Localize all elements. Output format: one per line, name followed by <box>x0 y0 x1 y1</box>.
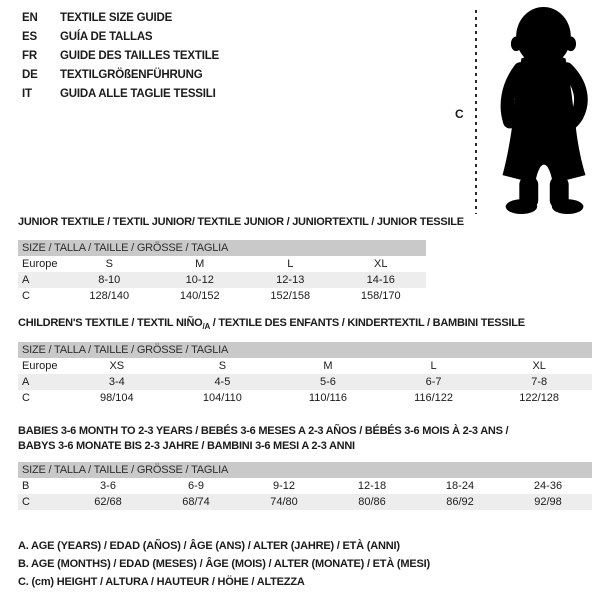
cell: 7-8 <box>531 376 548 388</box>
cell: 110/116 <box>308 392 348 404</box>
cell: 152/158 <box>270 290 311 302</box>
baby-silhouette-icon <box>488 6 600 214</box>
row-label: C <box>22 496 30 508</box>
row-label: Europe <box>22 360 58 372</box>
cell: 10-12 <box>185 274 214 286</box>
language-label: TEXTILE SIZE GUIDE <box>60 11 173 24</box>
cell: 8-10 <box>98 274 121 286</box>
language-row-de <box>22 65 219 84</box>
cell: M <box>323 360 333 372</box>
row-label: Europe <box>22 258 58 270</box>
cell: 18-24 <box>445 480 475 492</box>
cell: 3-4 <box>108 376 125 388</box>
cell: 9-12 <box>272 480 296 492</box>
table-row <box>18 288 426 304</box>
babies-size-table <box>18 462 592 510</box>
cell: S <box>105 258 113 270</box>
language-code: IT <box>22 87 32 100</box>
height-figure <box>448 6 598 214</box>
cell: 116/122 <box>414 392 454 404</box>
cell: 4-5 <box>214 376 231 388</box>
language-code: DE <box>22 68 38 81</box>
cell: 24-36 <box>533 480 563 492</box>
language-row-it <box>22 84 219 103</box>
language-row-en <box>22 8 219 27</box>
junior-size-table <box>18 240 426 304</box>
cell: 6-9 <box>188 480 204 492</box>
size-header-bar: SIZE / TALLA / TAILLE / GRÖSSE / TAGLIA <box>18 462 592 478</box>
children-section-title <box>18 316 525 334</box>
row-label: A <box>22 274 30 286</box>
cell: XL <box>532 360 546 372</box>
children-title-pre: CHILDREN'S TEXTILE / TEXTIL NIÑO <box>18 317 203 329</box>
cell: 74/80 <box>270 496 298 508</box>
measurement-legend <box>18 537 430 591</box>
language-label: TEXTILGRÖßENFÜHRUNG <box>60 68 203 81</box>
cell: 3-6 <box>100 480 116 492</box>
row-label: C <box>22 290 30 302</box>
cell: 80/86 <box>358 496 386 508</box>
table-row <box>18 478 592 494</box>
cell: XS <box>109 360 125 372</box>
cell: S <box>218 360 227 372</box>
table-row <box>18 494 592 510</box>
table-row <box>18 358 592 374</box>
height-measure-label: C <box>455 107 464 121</box>
babies-title-line1: BABIES 3-6 MONTH TO 2-3 YEARS / BEBÉS 3-6 MESES A 2-3 AÑOS / BÉBÉS 3-6 MOIS À 2-3 ANS / <box>18 425 509 437</box>
size-header-bar: SIZE / TALLA / TAILLE / GRÖSSE / TAGLIA <box>18 342 592 358</box>
height-dotted-line <box>475 10 477 214</box>
cell: 14-16 <box>366 274 395 286</box>
legend-line-b: B. AGE (MONTHS) / EDAD (MESES) / ÂGE (MOIS) / ALTER (MONATE) / ETÀ (MESI) <box>18 558 430 570</box>
size-header-bar: SIZE / TALLA / TAILLE / GRÖSSE / TAGLIA <box>18 240 426 256</box>
cell: 62/68 <box>94 496 122 508</box>
cell: 12-18 <box>357 480 387 492</box>
language-code: ES <box>22 30 37 43</box>
cell: 98/104 <box>99 392 134 404</box>
cell: 104/110 <box>202 392 242 404</box>
table-row <box>18 374 592 390</box>
language-header <box>22 8 219 103</box>
language-label: GUIDA ALLE TAGLIE TESSILI <box>60 87 216 100</box>
row-label: C <box>22 392 30 404</box>
table-row <box>18 272 426 288</box>
language-row-fr <box>22 46 219 65</box>
cell: 122/128 <box>519 392 560 404</box>
cell: L <box>287 258 294 270</box>
cell: XL <box>374 258 388 270</box>
language-label: GUÍA DE TALLAS <box>60 30 153 43</box>
legend-line-a: A. AGE (YEARS) / EDAD (AÑOS) / ÂGE (ANS) / ALTER (JAHRE) / ETÀ (ANNI) <box>18 540 400 552</box>
children-size-table <box>18 342 592 406</box>
cell: 140/152 <box>179 290 220 302</box>
table-row <box>18 256 426 272</box>
cell: M <box>195 258 205 270</box>
cell: 6-7 <box>425 376 442 388</box>
language-code: EN <box>22 11 38 24</box>
cell: 92/98 <box>534 496 562 508</box>
babies-title-line2: BABYS 3-6 MONATE BIS 2-3 JAHRE / BAMBINI 3-6 MESI A 2-3 ANNI <box>18 440 355 452</box>
cell: 68/74 <box>182 496 210 508</box>
babies-section-title <box>18 424 508 454</box>
row-label: B <box>22 480 30 492</box>
cell: 12-13 <box>276 274 305 286</box>
children-title-sub: /A <box>202 322 210 332</box>
language-label: GUIDE DES TAILLES TEXTILE <box>60 49 219 62</box>
legend-line-c: C. (cm) HEIGHT / ALTURA / HAUTEUR / HÖHE / ALTEZZA <box>18 576 305 588</box>
cell: 86/92 <box>446 496 474 508</box>
cell: L <box>430 360 437 372</box>
table-row <box>18 390 592 406</box>
language-code: FR <box>22 49 37 62</box>
cell: 5-6 <box>320 376 336 388</box>
cell: 158/170 <box>360 290 401 302</box>
children-title-post: / TEXTILE DES ENFANTS / KINDERTEXTIL / BAMBINI TESSILE <box>209 317 525 329</box>
junior-section-title: JUNIOR TEXTILE / TEXTIL JUNIOR/ TEXTILE JUNIOR / JUNIORTEXTIL / JUNIOR TESSILE <box>18 216 464 228</box>
cell: 128/140 <box>89 290 130 302</box>
language-row-es <box>22 27 219 46</box>
row-label: A <box>22 376 30 388</box>
